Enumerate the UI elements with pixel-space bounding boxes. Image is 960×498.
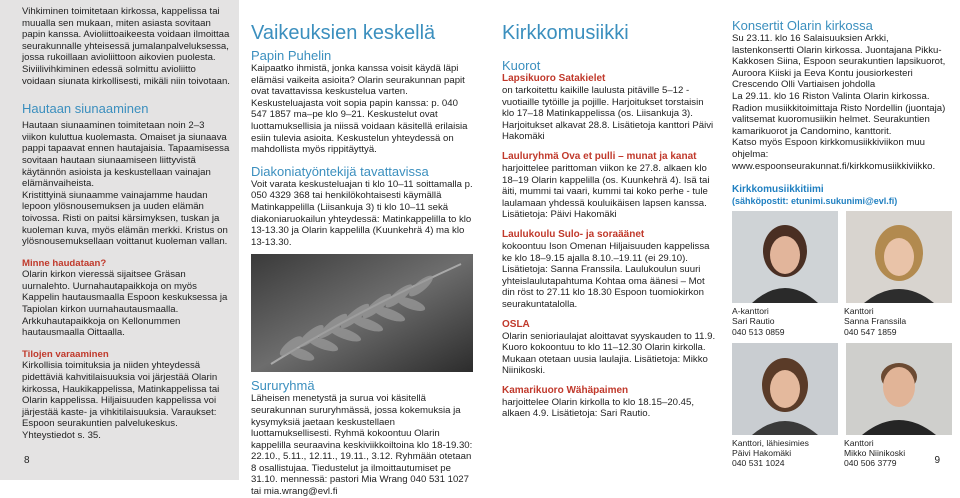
person-caption (732, 306, 840, 337)
person-name: Mikko Niinikoski (844, 447, 906, 458)
room-booking-heading: Tilojen varaaminen (22, 348, 109, 360)
person-role: Kanttori (844, 437, 874, 448)
priest-phone-heading: Papin Puhelin (251, 48, 332, 63)
portrait-row-2 (732, 343, 952, 435)
middle-column (239, 0, 482, 498)
person-role: A-kanttori (732, 306, 769, 317)
deacon-text: Voit varata keskusteluajan ti klo 10–11 soittamalla p. 050 4329 368 tai henkilökohtaisesti käymällä Matinkappelilla (Liisankuja 3) ti klo 10–11 sekä diakoniaruokailun yhteydessä: Matinkappelilla to klo 13-13.30 ja Olarin kappelilla (Kuunkehrä 4) ma klo 13-13.30. (251, 178, 473, 248)
burial-text-1: Hautaan siunaaminen toimitetaan noin 2–3 viikon kuluttua kuolemasta. Omaiset ja siunaava pappi tapaavat ennen hautajaisia. Tapaamisessa sovitaan hautaan siunaamiseen liittyvistä käytännön asioista ja keskustellaan vainajan elämänvaiheista. (22, 120, 230, 190)
caption-row-2 (732, 435, 952, 469)
wedding-intro: Vihkiminen toimitetaan kirkossa, kappelissa tai muualla sen mukaan, miten asiasta sovitaan papin kanssa. Avioliittoaikeesta voidaan ilmoittaa seurakunnalle yhteisessä jumalanpalveluksessa, jossa rukoillaan avioliittoon aikovien puolesta. (22, 6, 230, 64)
chamber-choir-text: harjoittelee Olarin kirkolla to klo 18.15–20.45, alkaen 4.9. Lisätietoja: Sari Rautio. (502, 396, 694, 420)
portrait-paivi-hakomaki (732, 343, 838, 435)
portrait-row-1 (732, 211, 952, 303)
portrait-sanna-franssila (846, 211, 952, 303)
page-number-left: 8 (24, 455, 30, 466)
burial-text-2: Kristittyinä siunaamme vainajamme haudan lepoon ylösnousemuksen ja uuden elämän toivossa. Risti on paitsi kärsimyksen, tuskan ja kuoleman kuva, myös elämän merkki. Kristus on ylösnousemuksellaan voittanut kuoleman vallan. (22, 189, 228, 248)
portrait-mikko-niinikoski (846, 343, 952, 435)
burial-place-text: Olarin kirkon vieressä sijaitsee Gräsan uurnalehto. Uurnahautapaikkoja on myös Kappelin hautausmaalla Espoon keskuksessa ja Tapiolan kirkon uurnahautausmaalla. Arkkuhautapaikkoja on Kellonummen hautausmaalla Oittaalla. (22, 269, 228, 339)
person-name: Päivi Hakomäki (732, 447, 792, 458)
person-phone: 040 531 1024 (732, 458, 785, 469)
grief-group-heading: Sururyhmä (251, 378, 315, 394)
difficulties-title: Vaikeuksien keskellä (251, 22, 436, 44)
person-role: Kanttori, lähiesimies (732, 437, 809, 448)
portrait-sari-rautio (732, 211, 838, 303)
person-role: Kanttori (844, 306, 874, 317)
priest-phone-text: Kaipaatko ihmistä, jonka kanssa voisit käydä läpi elämäsi vaikeita asioita? Olarin seurakunnan papit ovat tavattavissa keskustelua varten. Keskusteluajasta voit sopia papin kanssa: p. 040 547 1857 ma–pe klo 9–21. Keskustelut ovat luottamuksellisia ja niissä voidaan käsitellä erilaisia esiin tulevia asioita. Keskustelun yhteydessä on mahdollista myös rippitäyttyä. (251, 63, 468, 156)
music-title: Kirkkomusiikki (502, 22, 629, 44)
person-caption (732, 438, 840, 469)
concerts-text-3: Katso myös Espoon kirkkomusiikkiviikon muu ohjelma: www.espoonseurakunnat.fi/kirkkomusiikkiviikko. (732, 137, 936, 172)
person-phone: 040 513 0859 (732, 326, 785, 337)
grief-group-text: Läheisen menetystä ja surua voi käsitellä seurakunnan sururyhmässä, jossa kokemuksia ja kysymyksiä jaetaan keskustellaen luottamuksellisesti. Ryhmä kokoontuu Olarin kappelilla seuraavina keskiviikkoiltoina klo 18-19.30: 22.10., 5.11., 12.11., 19.11., 3.12. Ryhmään otetaan 8 osallistujaa. Tiedustelut ja ilmoittautumiset pe 31.10. mennessä: pastori Mia Wrang 040 531 1027 tai mia.wrang@evl.fi (251, 393, 473, 498)
concerts-text-1: Su 23.11. klo 16 Salaisuuksien Arkki, lastenkonsertti Olarin kirkossa. Juontajana Pikku-Kakkosen Siina, Espoon seurakuntien lapsikuorot, Auroora Kiiski ja Eeva Kontu jousiorkesteri Crescendo Olli Vartiaisen johdolla (732, 33, 946, 91)
left-column (0, 0, 239, 480)
person-name: Sanna Franssila (844, 316, 907, 327)
fern-photo (251, 254, 473, 372)
chamber-choir-heading: Kamarikuoro Wähäpaimen (502, 384, 629, 396)
civil-marriage-text: Siviilivihkiminen edessä solmittu avioliitto voidaan siunata kirkollisesti, mikäli niin toivotaan. (22, 63, 230, 87)
osla-text: Olarin senioriaulajat aloittavat syyskauden to 11.9. Kuoro kokoontuu to klo 11–12.30 Olarin kirkolla. Mukaan otetaan uusia laulajia. Lisätietoja: Mikko Niinikoski. (502, 330, 716, 377)
page-number-right: 9 (934, 455, 940, 466)
song-group-heading: Lauluryhmä Ova et pulli – munat ja kanat (502, 150, 697, 162)
music-team-heading: Kirkkomusiikkitiimi (732, 184, 824, 196)
concerts-text-2: La 29.11. klo 16 Riston Valinta Olarin kirkossa. Radion musiikkitoimittaja Risto Nordellin (juontaja) valitsemat kuoromusiikin helmet. Seurakuntien kamarikuorot ja Candomino, kanttorit. (732, 90, 946, 137)
person-caption (844, 306, 952, 337)
person-phone: 040 547 1859 (844, 326, 897, 337)
singing-school-text: kokoontuu Ison Omenan Hiljaisuuden kappelissa ke klo 18–9.15 ajalla 8.10.–19.11 (ei 29.10). Lisätietoja: Sanna Franssila. Laulukoulun suuri yhteislaulutapahtuma Kohtaa oma äänesi – Mot din röst to 27.11 klo 18.30 Espoon tuomiokirkon seurakuntatalolla. (502, 240, 710, 310)
burial-heading: Hautaan siunaaminen (22, 101, 149, 117)
children-choir-text: on tarkoitettu kaikille laulusta pitäville 5–12 -vuotiaille tytöille ja pojille. Harjoitukset torstaisin klo 17–18 Matinkappelissa (os. Liisankuja 3). Harjoitukset alkavat 28.8. Lisätietoja kanttori Päivi Hakomäki (502, 85, 714, 143)
caption-row-1 (732, 303, 952, 337)
choirs-heading: Kuorot (502, 58, 541, 73)
singing-school-heading: Laulukoulu Sulo- ja soraäänet (502, 228, 645, 240)
room-booking-text: Kirkollisia toimituksia ja niiden yhteydessä pidettäviä kahvitilaisuuksia voi järjestää Olarin kirkossa, Haukikappelissa, Matinkappelissa tai Olarin kappelissa. Hiljaisuuden kappelissa voi järjestää kaste- ja vihkitilaisuuksia. Varaukset: Espoon seurakuntien palvelukeskus. Yhteystiedot s. 35. (22, 360, 220, 441)
concerts-heading: Konsertit Olarin kirkossa (732, 18, 873, 33)
burial-place-heading: Minne haudataan? (22, 257, 107, 269)
music-column (482, 0, 722, 480)
right-column (722, 0, 960, 480)
children-choir-heading: Lapsikuoro Satakielet (502, 73, 606, 84)
music-team-email: (sähköpostit: etunimi.sukunimi@evl.fi) (732, 196, 898, 207)
person-phone: 040 506 3779 (844, 458, 897, 469)
osla-heading: OSLA (502, 318, 530, 330)
deacon-heading: Diakoniatyöntekijä tavattavissa (251, 163, 429, 179)
song-group-text: harjoittelee parittoman viikon ke 27.8. alkaen klo 18–19 Olarin kappelilla (os. Kuunkehrä 4). Isä tai äiti, mummi tai vaari, kummi tai koko perhe - tule laulamaan yhdessä kouluikäisen lapsen kanssa. Lisätietoja: Päivi Hakomäki (502, 162, 710, 221)
person-name: Sari Rautio (732, 316, 775, 327)
